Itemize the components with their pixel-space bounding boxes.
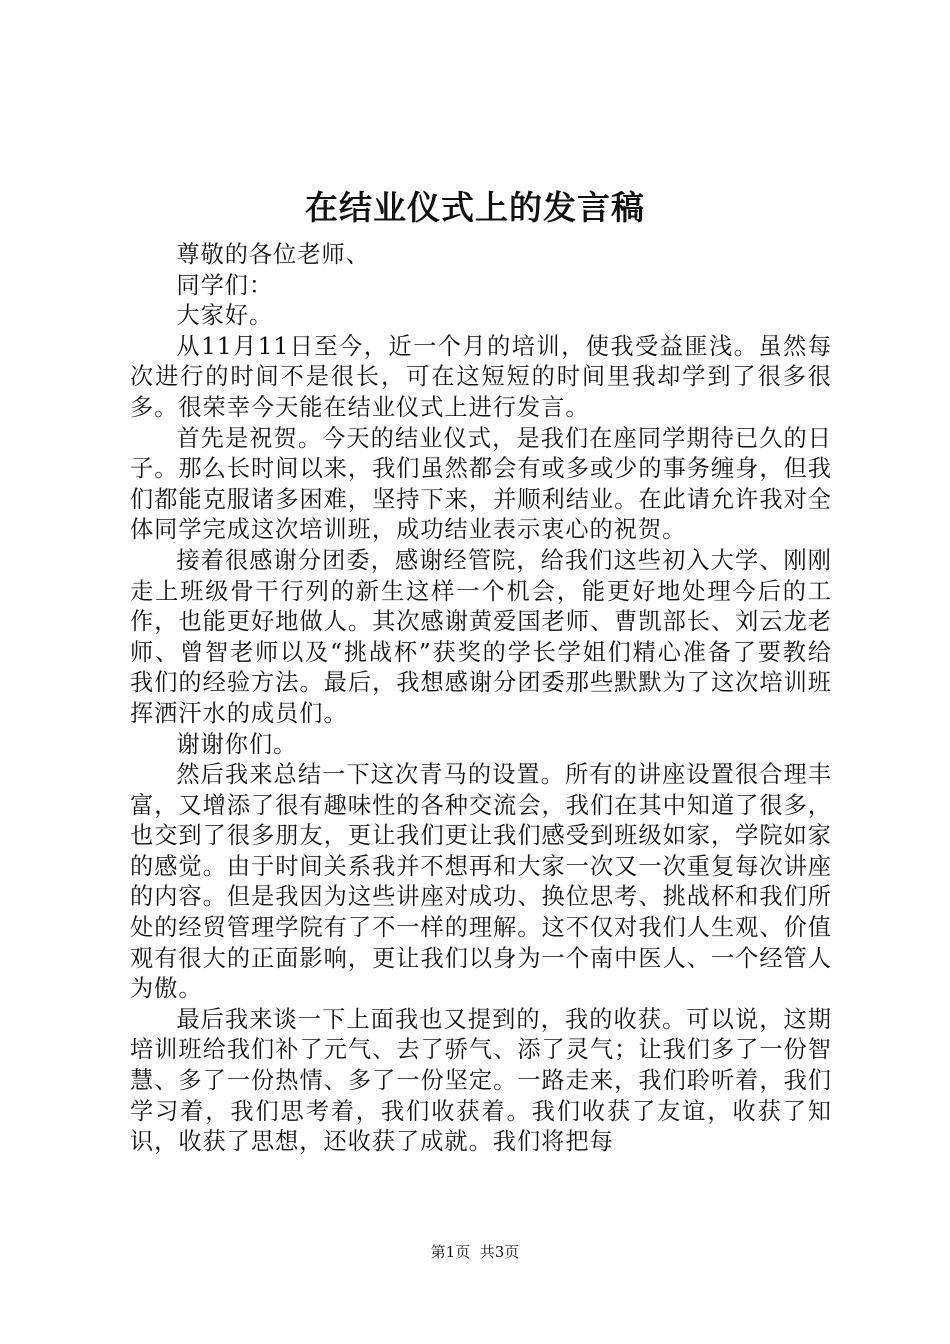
paragraph-intro: 从11月11日至今，近一个月的培训，使我受益匪浅。虽然每次进行的时间不是很长，可在这短短的时间里我却学到了很多很多。很荣幸今天能在结业仪式上进行发言。 <box>130 332 832 421</box>
document-title: 在结业仪式上的发言稿 <box>305 188 645 227</box>
greeting: 大家好。 <box>176 302 274 330</box>
paragraph-thanks: 接着很感谢分团委，感谢经管院，给我们这些初入大学、刚刚走上班级骨干行列的新生这样一个机会，能更好地处理今后的工作，也能更好地做人。其次感谢黄爱国老师、曹凯部长、刘云龙老师、曾智老师以及“挑战杯”获奖的学长学姐们精心准备了要教给我们的经验方法。最后，我想感谢分团委那些默默为了这次培训班挥洒汗水的成员们。 <box>130 546 832 727</box>
document-body <box>130 240 832 1158</box>
paragraph-thank-you: 谢谢你们。 <box>176 730 298 758</box>
page-number: 第1页 <box>430 1243 471 1261</box>
page-total: 共3页 <box>479 1243 520 1261</box>
paragraph-congratulations: 首先是祝贺。今天的结业仪式，是我们在座同学期待已久的日子。那么长时间以来，我们虽然都会有或多或少的事务缠身，但我们都能克服诸多困难，坚持下来，并顺利结业。在此请允许我对全体同学完成这次培训班，成功结业表示衷心的祝贺。 <box>130 424 832 544</box>
page-footer <box>0 1242 950 1262</box>
salutation-line-2: 同学们： <box>176 271 274 299</box>
paragraph-gains: 最后我来谈一下上面我也又提到的，我的收获。可以说，这期培训班给我们补了元气、去了骄气、添了灵气；让我们多了一份智慧、多了一份热情、多了一份坚定。一路走来，我们聆听着，我们学习着，我们思考着，我们收获着。我们收获了友谊，收获了知识，收获了思想，还收获了成就。我们将把每 <box>130 1005 832 1156</box>
paragraph-summary: 然后我来总结一下这次青马的设置。所有的讲座设置很合理丰富，又增添了很有趣味性的各种交流会，我们在其中知道了很多，也交到了很多朋友，更让我们更让我们感受到班级如家，学院如家的感觉。由于时间关系我并不想再和大家一次又一次重复每次讲座的内容。但是我因为这些讲座对成功、换位思考、挑战杯和我们所处的经贸管理学院有了不一样的理解。这不仅对我们人生观、价值观有很大的正面影响，更让我们以身为一个南中医人、一个经管人为傲。 <box>130 761 832 1003</box>
salutation-line-1: 尊敬的各位老师、 <box>176 241 370 268</box>
